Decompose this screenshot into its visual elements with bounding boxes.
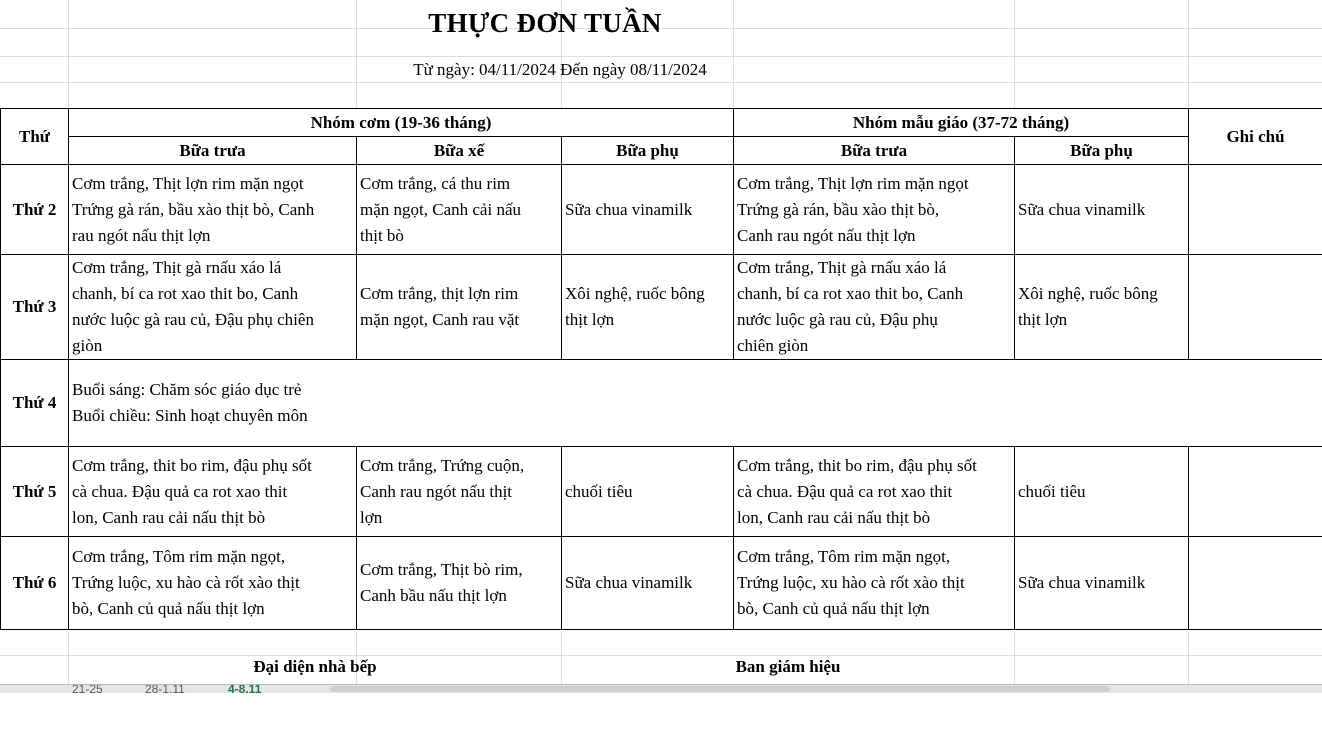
cell-line: Cơm trắng, Thịt bò rim, [360, 560, 523, 579]
cell-line: Buổi chiều: Sinh hoạt chuyên môn [72, 406, 308, 425]
cell-line: Cơm trắng, Tôm rim mặn ngọt, [72, 547, 286, 566]
board-signature-label: Ban giám hiệu [735, 657, 841, 676]
header-g2-lunch: Bữa trưa [734, 137, 1015, 165]
cell-line: thịt bò [360, 225, 404, 245]
header-g1-lunch: Bữa trưa [69, 137, 357, 165]
table-row [1, 255, 1322, 360]
g2-snack-cell [1015, 165, 1189, 255]
cell-line: chuối tiêu [565, 481, 633, 501]
cell-line: Canh bầu nấu thịt lợn [360, 586, 507, 605]
menu-table [0, 108, 1322, 630]
table-row [1, 360, 1322, 447]
header-group-kindergarten: Nhóm mẫu giáo (37-72 tháng) [734, 109, 1189, 137]
cell-line: Sữa chua vinamilk [565, 573, 693, 592]
cell-line: Buổi sáng: Chăm sóc giáo dục trẻ [72, 380, 302, 399]
g1-lunch-cell [69, 537, 357, 630]
g2-lunch-cell [734, 537, 1015, 630]
cell-line: lon, Canh rau cải nấu thịt bò [737, 507, 931, 527]
cell-line: Trứng luộc, xu hào cà rốt xào thịt [72, 573, 300, 592]
horizontal-scrollbar[interactable] [330, 686, 1110, 692]
cell-line: thịt lợn [1018, 310, 1068, 329]
day-cell: Thứ 4 [1, 360, 69, 447]
cell-line: mặn ngọt, Canh rau vặt [360, 310, 520, 329]
note-cell [1189, 537, 1322, 630]
day-cell: Thứ 3 [1, 255, 69, 360]
note-cell [1189, 165, 1322, 255]
table-row [1, 537, 1322, 630]
g1-afternoon-cell [357, 255, 562, 360]
cell-line: rau ngót nấu thịt lợn [72, 225, 211, 245]
cell-line: Cơm trắng, Thịt gà rnấu xáo lá [72, 258, 282, 277]
note-cell [1189, 255, 1322, 360]
cell-line: Cơm trắng, Tôm rim mặn ngọt, [737, 547, 951, 566]
header-note: Ghi chú [1189, 109, 1322, 165]
header-row-groups [1, 109, 1322, 137]
g1-snack-cell [562, 165, 734, 255]
cell-line: nước luộc gà rau củ, Đậu phụ chiên [72, 310, 314, 329]
cell-line: chuối tiêu [1018, 481, 1086, 501]
cell-line: bò, Canh củ quả nấu thịt lợn [737, 599, 930, 618]
table-row [1, 165, 1322, 255]
cell-line: Cơm trắng, cá thu rim [360, 173, 511, 193]
cell-line: Cơm trắng, Thịt lợn rim mặn ngọt [737, 173, 969, 193]
cell-line: Cơm trắng, Thịt gà rnấu xáo lá [737, 258, 947, 277]
cell-line: cà chua. Đậu quả ca rot xao thit [72, 481, 288, 501]
cell-line: chiên giòn [737, 336, 809, 355]
cell-line: Sữa chua vinamilk [1018, 573, 1146, 592]
header-group-rice: Nhóm cơm (19-36 tháng) [69, 109, 734, 137]
cell-line: Trứng gà rán, bầu xào thịt bò, [737, 199, 940, 219]
sheet-tab-active[interactable]: 4-8.11 [228, 684, 262, 693]
day-cell: Thứ 5 [1, 447, 69, 537]
g1-lunch-cell [69, 255, 357, 360]
cell-line: lon, Canh rau cải nấu thịt bò [72, 507, 266, 527]
g1-snack-cell [562, 447, 734, 537]
day-cell: Thứ 2 [1, 165, 69, 255]
cell-line: nước luộc gà rau củ, Đậu phụ [737, 310, 938, 329]
cell-line: Canh rau ngót nấu thịt lợn [737, 225, 916, 245]
cell-line: Cơm trắng, thit bo rim, đậu phụ sốt [72, 455, 312, 475]
g1-lunch-cell [69, 165, 357, 255]
cell-line: Sữa chua vinamilk [565, 199, 693, 219]
g1-afternoon-cell [357, 537, 562, 630]
sheet-tab[interactable]: 28-1.11 [145, 684, 185, 693]
cell-line: mặn ngọt, Canh cải nấu [360, 199, 521, 219]
g2-snack-cell [1015, 255, 1189, 360]
cell-line: thịt lợn [565, 310, 615, 329]
sheet-tab-strip [0, 684, 1322, 693]
cell-line: lợn [360, 507, 383, 527]
day-cell: Thứ 6 [1, 537, 69, 630]
header-g2-snack: Bữa phụ [1015, 137, 1189, 165]
activities-cell [69, 360, 1322, 447]
cell-line: Xôi nghệ, ruốc bông [1018, 284, 1158, 303]
g1-snack-cell [562, 255, 734, 360]
cell-line: chanh, bí ca rot xao thit bo, Canh [737, 284, 964, 303]
cell-line: Cơm trắng, thit bo rim, đậu phụ sốt [737, 455, 977, 475]
g2-snack-cell [1015, 447, 1189, 537]
cell-line: Cơm trắng, Thịt lợn rim mặn ngọt [72, 173, 304, 193]
page-title: THỰC ĐƠN TUẦN [428, 8, 662, 38]
cell-line: Trứng gà rán, bầu xào thịt bò, Canh [72, 199, 315, 219]
g1-snack-cell [562, 537, 734, 630]
sheet-tab[interactable]: 21-25 [72, 684, 103, 693]
g1-afternoon-cell [357, 165, 562, 255]
g2-snack-cell [1015, 537, 1189, 630]
cell-line: bò, Canh củ quả nấu thịt lợn [72, 599, 265, 618]
date-range: Từ ngày: 04/11/2024 Đến ngày 08/11/2024 [413, 60, 707, 79]
kitchen-signature-label: Đại diện nhà bếp [253, 657, 377, 676]
header-g1-afternoon: Bữa xế [357, 137, 562, 165]
g1-afternoon-cell [357, 447, 562, 537]
cell-line: cà chua. Đậu quả ca rot xao thit [737, 481, 953, 501]
header-g1-snack: Bữa phụ [562, 137, 734, 165]
g2-lunch-cell [734, 255, 1015, 360]
cell-line: Cơm trắng, thịt lợn rim [360, 284, 519, 303]
cell-line: Trứng luộc, xu hào cà rốt xào thịt [737, 573, 965, 592]
cell-line: giòn [72, 336, 103, 355]
cell-line: Sữa chua vinamilk [1018, 199, 1146, 219]
cell-line: chanh, bí ca rot xao thit bo, Canh [72, 284, 299, 303]
note-cell [1189, 447, 1322, 537]
cell-line: Cơm trắng, Trứng cuộn, [360, 455, 525, 475]
header-row-meals [1, 137, 1322, 165]
g2-lunch-cell [734, 447, 1015, 537]
header-day: Thứ [1, 109, 69, 165]
g2-lunch-cell [734, 165, 1015, 255]
cell-line: Xôi nghệ, ruốc bông [565, 284, 705, 303]
cell-line: Canh rau ngót nấu thịt [360, 481, 513, 501]
table-row [1, 447, 1322, 537]
g1-lunch-cell [69, 447, 357, 537]
